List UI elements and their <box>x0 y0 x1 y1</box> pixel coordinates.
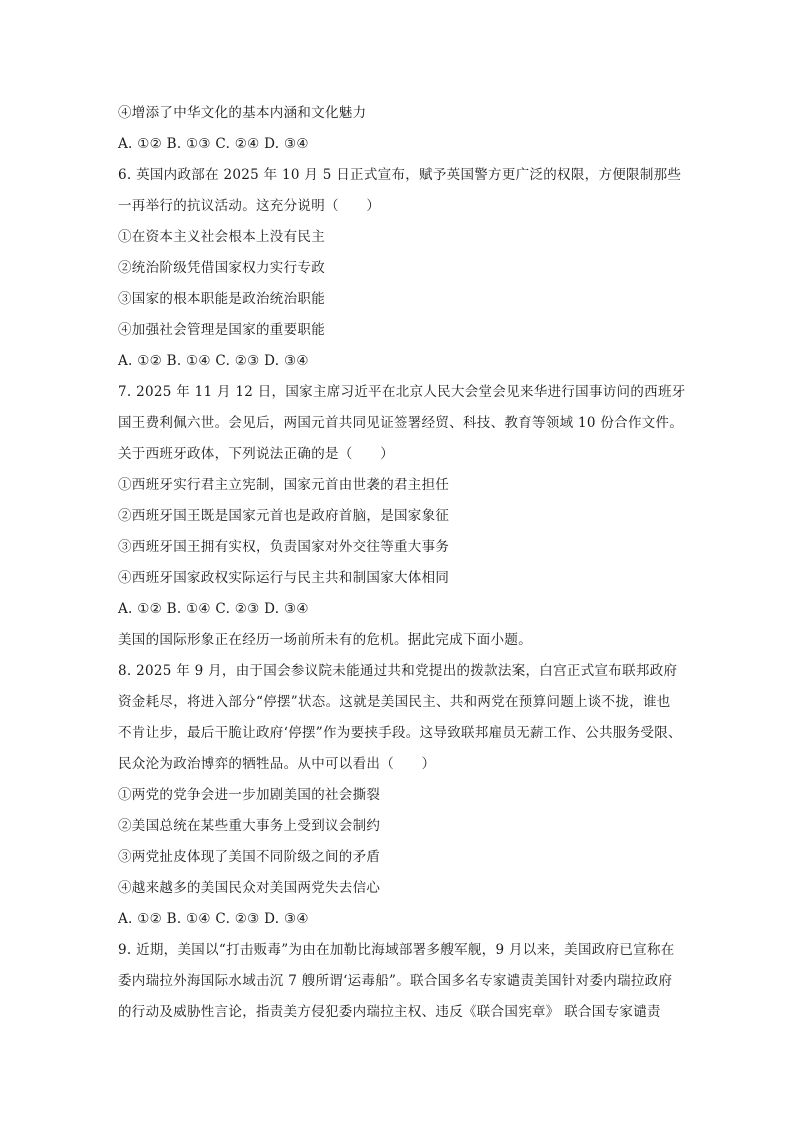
question-8-stem-line-1: 8. 2025 年 9 月，由于国会参议院未能通过共和党提出的拨款法案，白宫正式宣布联邦政府 <box>118 663 678 679</box>
option-statement-4: ④增添了中华文化的基本内涵和文化魅力 <box>118 105 367 121</box>
question-7-stem-line-3: 关于西班牙政体，下列说法正确的是（ ） <box>118 446 394 462</box>
answer-choices-q8: A. ①② B. ①④ C. ②③ D. ③④ <box>118 911 309 927</box>
q7-statement-1: ①西班牙实行君主立宪制，国家元首由世袭的君主担任 <box>118 477 450 493</box>
q7-statement-4: ④西班牙国家政权实际运行与民主共和制国家大体相同 <box>118 570 450 586</box>
q8-statement-1: ①两党的党争会进一步加剧美国的社会撕裂 <box>118 787 381 803</box>
passage-intro: 美国的国际形象正在经历一场前所未有的危机。据此完成下面小题。 <box>118 632 532 648</box>
answer-choices-q5: A. ①② B. ①③ C. ②④ D. ③④ <box>118 136 309 152</box>
question-9-stem-line-1: 9. 近期，美国以“打击贩毒”为由在加勒比海域部署多艘军舰，9 月以来，美国政府已宣称在 <box>118 942 675 958</box>
q6-statement-1: ①在资本主义社会根本上没有民主 <box>118 229 325 245</box>
q7-statement-2: ②西班牙国王既是国家元首也是政府首脑，是国家象征 <box>118 508 450 524</box>
question-8-stem-line-3: 不肯让步，最后干脆让政府‘停摆”作为要挟手段。这导致联邦雇员无薪工作、公共服务受限、 <box>118 725 682 741</box>
q6-statement-3: ③国家的根本职能是政治统治职能 <box>118 291 325 307</box>
question-8-stem-line-2: 资金耗尽，将进入部分“停摆”状态。这就是美国民主、共和两党在预算问题上谈不拢，谁也 <box>118 694 671 710</box>
question-9-stem-line-3: 的行动及威胁性言论，指责美方侵犯委内瑞拉主权、违反《联合国宪章》 联合国专家谴责 <box>118 1004 661 1020</box>
question-7-stem-line-2: 国王费利佩六世。会见后，两国元首共同见证签署经贸、科技、教育等领域 10 份合作文件。 <box>118 415 684 431</box>
question-6-stem-line-2: 一再举行的抗议活动。这充分说明（ ） <box>118 198 381 214</box>
question-7-stem-line-1: 7. 2025 年 11 月 12 日，国家主席习近平在北京人民大会堂会见来华进行国事访问的西班牙 <box>118 384 686 400</box>
q8-statement-3: ③两党扯皮体现了美国不同阶级之间的矛盾 <box>118 849 381 865</box>
answer-choices-q6: A. ①② B. ①④ C. ②③ D. ③④ <box>118 353 309 369</box>
answer-choices-q7: A. ①② B. ①④ C. ②③ D. ③④ <box>118 601 309 617</box>
q6-statement-4: ④加强社会管理是国家的重要职能 <box>118 322 325 338</box>
q6-statement-2: ②统治阶级凭借国家权力实行专政 <box>118 260 325 276</box>
q8-statement-2: ②美国总统在某些重大事务上受到议会制约 <box>118 818 381 834</box>
question-9-stem-line-2: 委内瑞拉外海国际水域击沉 7 艘所谓‘运毒船”。联合国多名专家谴责美国针对委内瑞拉政府 <box>118 973 673 989</box>
question-8-stem-line-4: 民众沦为政治博弈的牺牲品。从中可以看出（ ） <box>118 756 436 772</box>
q8-statement-4: ④越来越多的美国民众对美国两党失去信心 <box>118 880 381 896</box>
question-6-stem-line-1: 6. 英国内政部在 2025 年 10 月 5 日正式宣布，赋予英国警方更广泛的权限，方便限制那些 <box>118 167 682 183</box>
q7-statement-3: ③西班牙国王拥有实权，负责国家对外交往等重大事务 <box>118 539 450 555</box>
